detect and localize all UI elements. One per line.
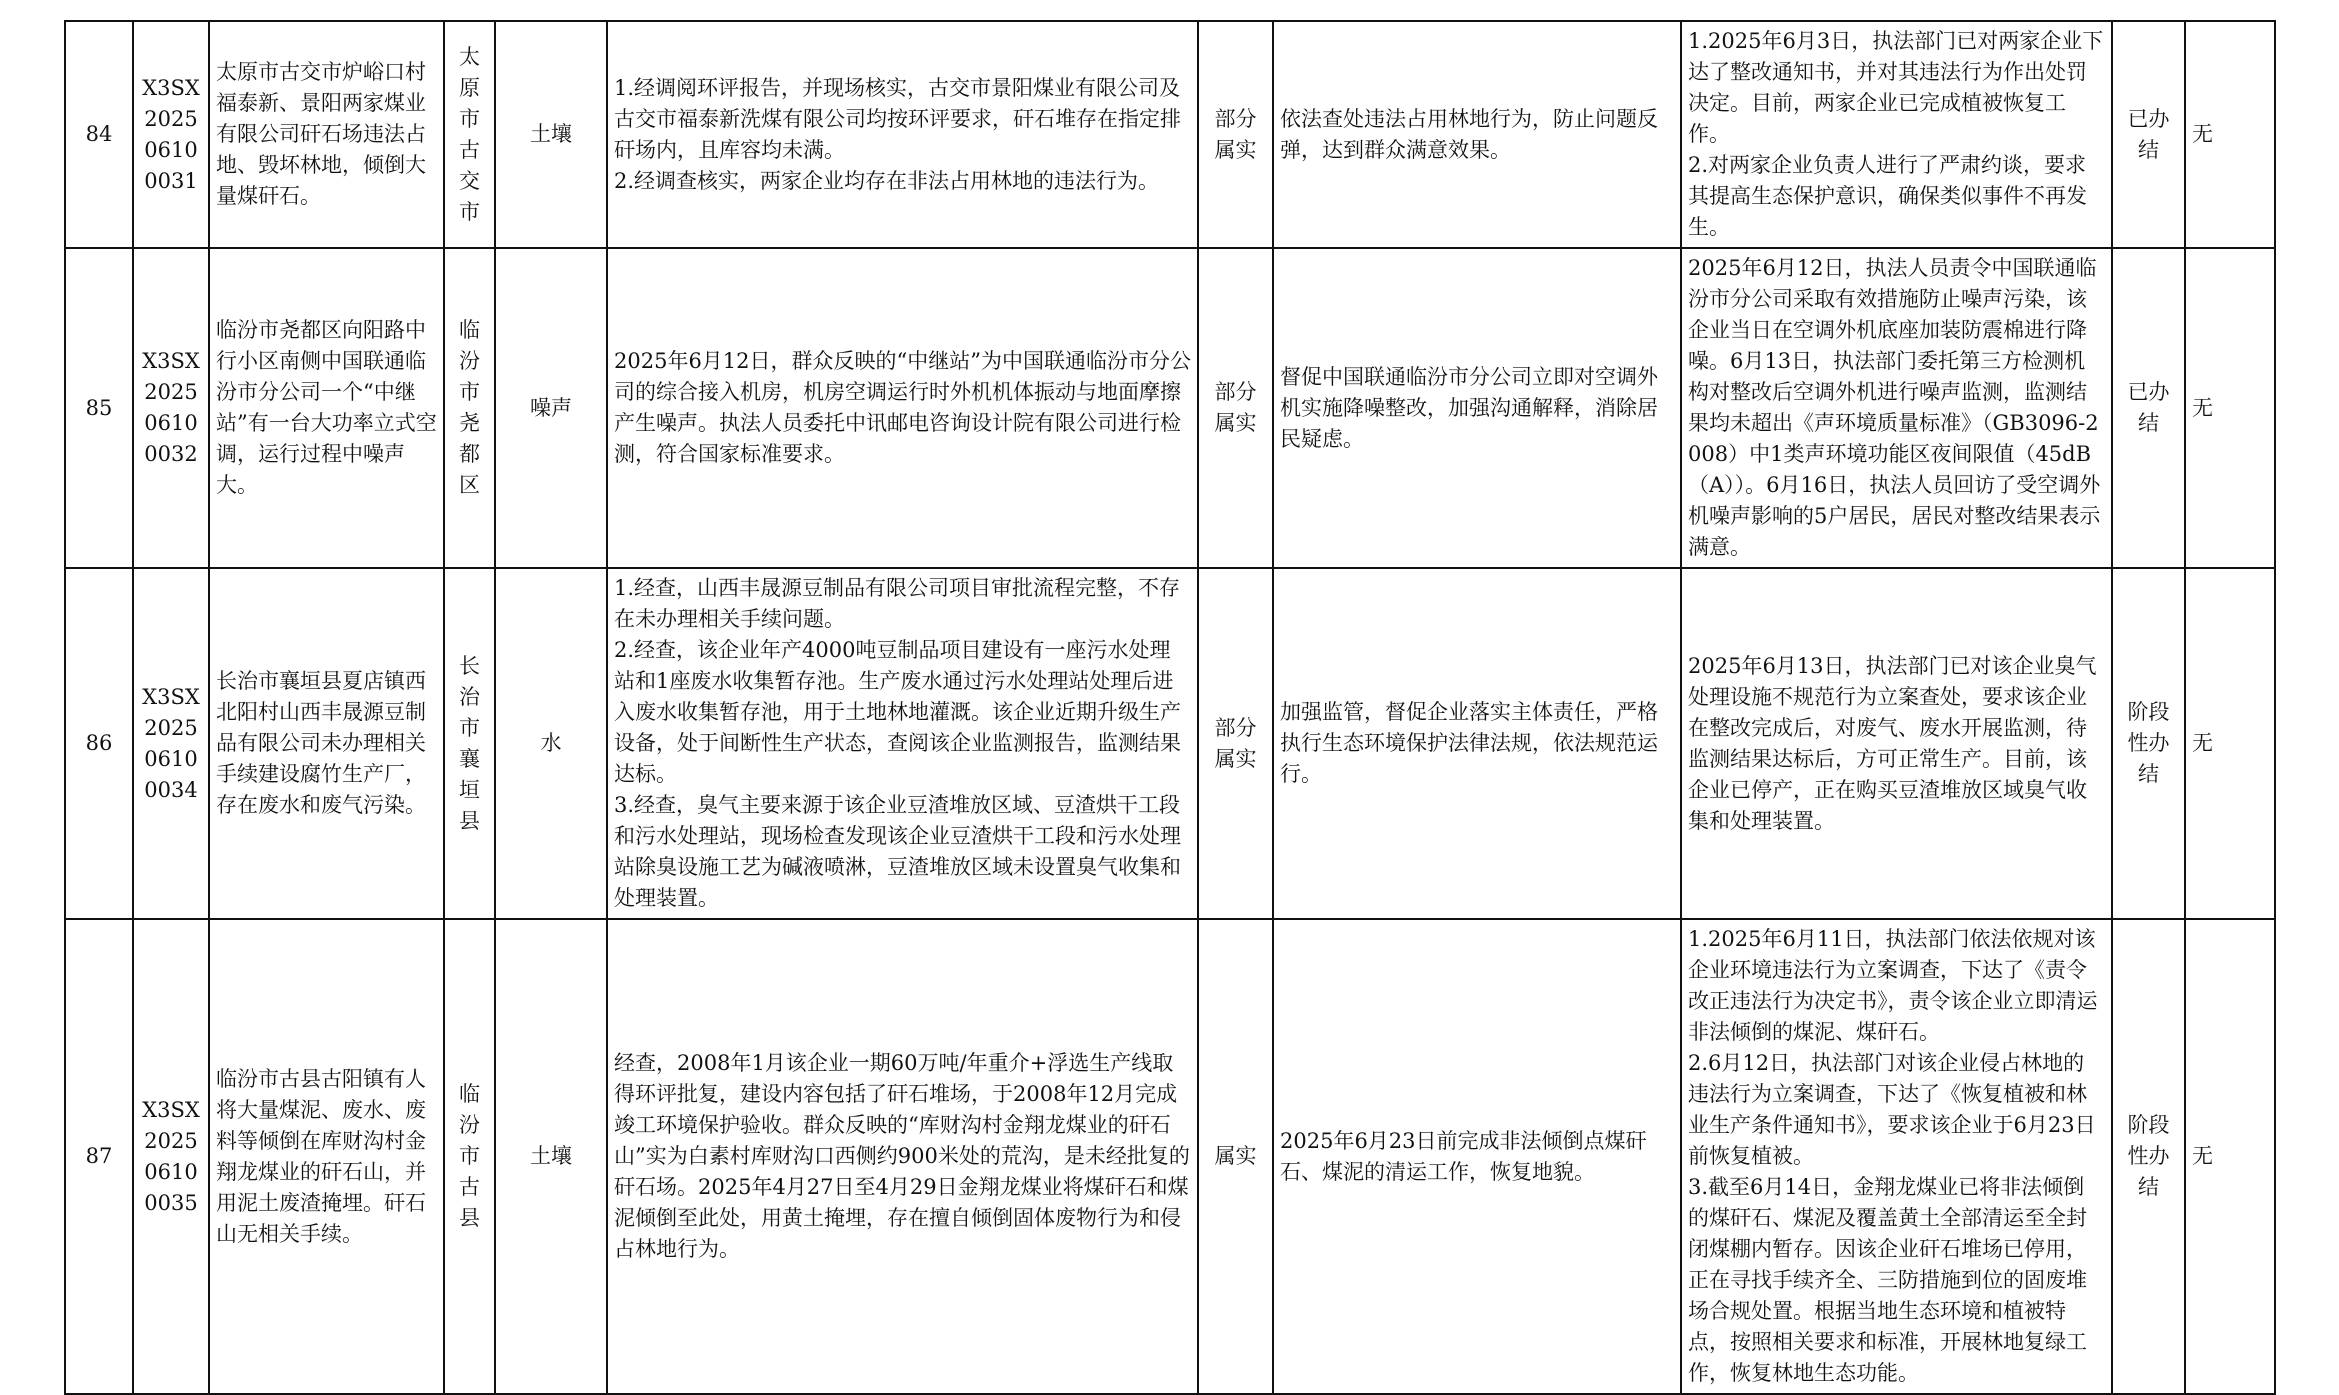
pollution-type: 水 [495, 568, 607, 919]
action-line: 2025年6月12日，执法人员责令中国联通临汾市分公司采取有效措施防止噪声污染，该企业当日在空调外机底座加装防震棉进行降噪。6月13日，执法部门委托第三方检测机构对整改后空调外机进行噪声监测，监测结果均未超出《声环境质量标准》（GB3096-2008）中1类声环境功能区夜间限值（45dB（A））。6月16日，执法人员回访了受空调外机噪声影响的5户居民，居民对整改结果表示满意。 [1688, 256, 2101, 559]
verdict: 部分属实 [1198, 248, 1273, 568]
finding-line: 2.经查，该企业年产4000吨豆制品项目建设有一座污水处理站和1座废水收集暂存池。生产废水通过污水处理站处理后进入废水收集暂存池，用于土地林地灌溉。该企业近期升级生产设备，处于间断性生产状态，查阅该企业监测报告，监测结果达标。 [614, 638, 1181, 786]
rectification-actions [1681, 568, 2112, 919]
verdict: 部分属实 [1198, 21, 1273, 248]
issue-description: 临汾市尧都区向阳路中行小区南侧中国联通临汾市分公司一个“中继站”有一台大功率立式空调，运行过程中噪声大。 [209, 248, 444, 568]
rectification-goal: 依法查处违法占用林地行为，防止问题反弹，达到群众满意效果。 [1273, 21, 1681, 248]
region: 太原市古交市 [444, 21, 495, 248]
finding-line: 1.经查，山西丰晟源豆制品有限公司项目审批流程完整，不存在未办理相关手续问题。 [614, 576, 1181, 631]
investigation-findings [607, 919, 1198, 1394]
pollution-type: 土壤 [495, 21, 607, 248]
rectification-goal: 督促中国联通临汾市分公司立即对空调外机实施降噪整改，加强沟通解释，消除居民疑虑。 [1273, 248, 1681, 568]
status: 阶段性办结 [2112, 919, 2185, 1394]
status: 已办结 [2112, 248, 2185, 568]
rectification-actions [1681, 248, 2112, 568]
investigation-findings [607, 248, 1198, 568]
case-code: X3SX20250610 0031 [133, 21, 209, 248]
action-line: 2.对两家企业负责人进行了严肃约谈，要求其提高生态保护意识，确保类似事件不再发生。 [1688, 153, 2087, 239]
region: 临汾市尧都区 [444, 248, 495, 568]
action-line: 2.6月12日，执法部门对该企业侵占林地的违法行为立案调查，下达了《恢复植被和林业生产条件通知书》，要求该企业于6月23日前恢复植被。 [1688, 1051, 2096, 1168]
case-code: X3SX20250610 0035 [133, 919, 209, 1394]
row-number: 84 [65, 21, 133, 248]
accountability: 无 [2185, 919, 2275, 1394]
rectification-goal: 2025年6月23日前完成非法倾倒点煤矸石、煤泥的清运工作，恢复地貌。 [1273, 919, 1681, 1394]
finding-line: 2025年6月12日，群众反映的“中继站”为中国联通临汾市分公司的综合接入机房，机房空调运行时外机机体振动与地面摩擦产生噪声。执法人员委托中讯邮电咨询设计院有限公司进行检测，符合国家标准要求。 [614, 349, 1191, 466]
finding-line: 2.经调查核实，两家企业均存在非法占用林地的违法行为。 [614, 168, 1160, 193]
issue-description: 长治市襄垣县夏店镇西北阳村山西丰晟源豆制品有限公司未办理相关手续建设腐竹生产厂，存在废水和废气污染。 [209, 568, 444, 919]
region: 临汾市古县 [444, 919, 495, 1394]
issue-description: 临汾市古县古阳镇有人将大量煤泥、废水、废料等倾倒在库财沟村金翔龙煤业的矸石山，并用泥土废渣掩埋。矸石山无相关手续。 [209, 919, 444, 1394]
issue-description: 太原市古交市炉峪口村福泰新、景阳两家煤业有限公司矸石场违法占地、毁坏林地，倾倒大量煤矸石。 [209, 21, 444, 248]
pollution-type: 噪声 [495, 248, 607, 568]
pollution-type: 土壤 [495, 919, 607, 1394]
action-line: 3.截至6月14日，金翔龙煤业已将非法倾倒的煤矸石、煤泥及覆盖黄土全部清运至全封闭煤棚内暂存。因该企业矸石堆场已停用，正在寻找手续齐全、三防措施到位的固废堆场合规处置。根据当地生态环境和植被特点，按照相关要求和标准，开展林地复绿工作，恢复林地生态功能。 [1688, 1175, 2087, 1385]
table-row [65, 919, 2275, 1394]
complaint-table [64, 20, 2276, 1395]
table-row [65, 21, 2275, 248]
finding-line: 经查，2008年1月该企业一期60万吨/年重介+浮选生产线取得环评批复，建设内容包括了矸石堆场，于2008年12月完成竣工环境保护验收。群众反映的“库财沟村金翔龙煤业的矸石山”实为白素村库财沟口西侧约900米处的荒沟，是未经批复的矸石场。2025年4月27日至4月29日金翔龙煤业将煤矸石和煤泥倾倒至此处，用黄土掩埋，存在擅自倾倒固体废物行为和侵占林地行为。 [614, 1051, 1190, 1261]
status: 阶段性办结 [2112, 568, 2185, 919]
verdict: 部分属实 [1198, 568, 1273, 919]
accountability: 无 [2185, 248, 2275, 568]
region: 长治市襄垣县 [444, 568, 495, 919]
rectification-goal: 加强监管，督促企业落实主体责任，严格执行生态环境保护法律法规，依法规范运行。 [1273, 568, 1681, 919]
action-line: 1.2025年6月3日，执法部门已对两家企业下达了整改通知书，并对其违法行为作出处罚决定。目前，两家企业已完成植被恢复工作。 [1688, 29, 2104, 146]
accountability: 无 [2185, 568, 2275, 919]
table-row [65, 568, 2275, 919]
row-number: 87 [65, 919, 133, 1394]
investigation-findings [607, 568, 1198, 919]
row-number: 86 [65, 568, 133, 919]
rectification-actions [1681, 919, 2112, 1394]
row-number: 85 [65, 248, 133, 568]
case-code: X3SX20250610 0034 [133, 568, 209, 919]
verdict: 属实 [1198, 919, 1273, 1394]
case-code: X3SX20250610 0032 [133, 248, 209, 568]
action-line: 2025年6月13日，执法部门已对该企业臭气处理设施不规范行为立案查处，要求该企业在整改完成后，对废气、废水开展监测，待监测结果达标后，方可正常生产。目前，该企业已停产，正在购买豆渣堆放区域臭气收集和处理装置。 [1688, 653, 2097, 833]
accountability: 无 [2185, 21, 2275, 248]
finding-line: 3.经查，臭气主要来源于该企业豆渣堆放区域、豆渣烘干工段和污水处理站，现场检查发现该企业豆渣烘干工段和污水处理站除臭设施工艺为碱液喷淋，豆渣堆放区域未设置臭气收集和处理装置。 [614, 793, 1181, 910]
action-line: 1.2025年6月11日，执法部门依法依规对该企业环境违法行为立案调查，下达了《责令改正违法行为决定书》，责令该企业立即清运非法倾倒的煤泥、煤矸石。 [1688, 927, 2098, 1044]
rectification-actions [1681, 21, 2112, 248]
status: 已办结 [2112, 21, 2185, 248]
finding-line: 1.经调阅环评报告，并现场核实，古交市景阳煤业有限公司及古交市福泰新洗煤有限公司均按环评要求，矸石堆存在指定排矸场内，且库容均未满。 [614, 75, 1181, 162]
table-row [65, 248, 2275, 568]
investigation-findings [607, 21, 1198, 248]
